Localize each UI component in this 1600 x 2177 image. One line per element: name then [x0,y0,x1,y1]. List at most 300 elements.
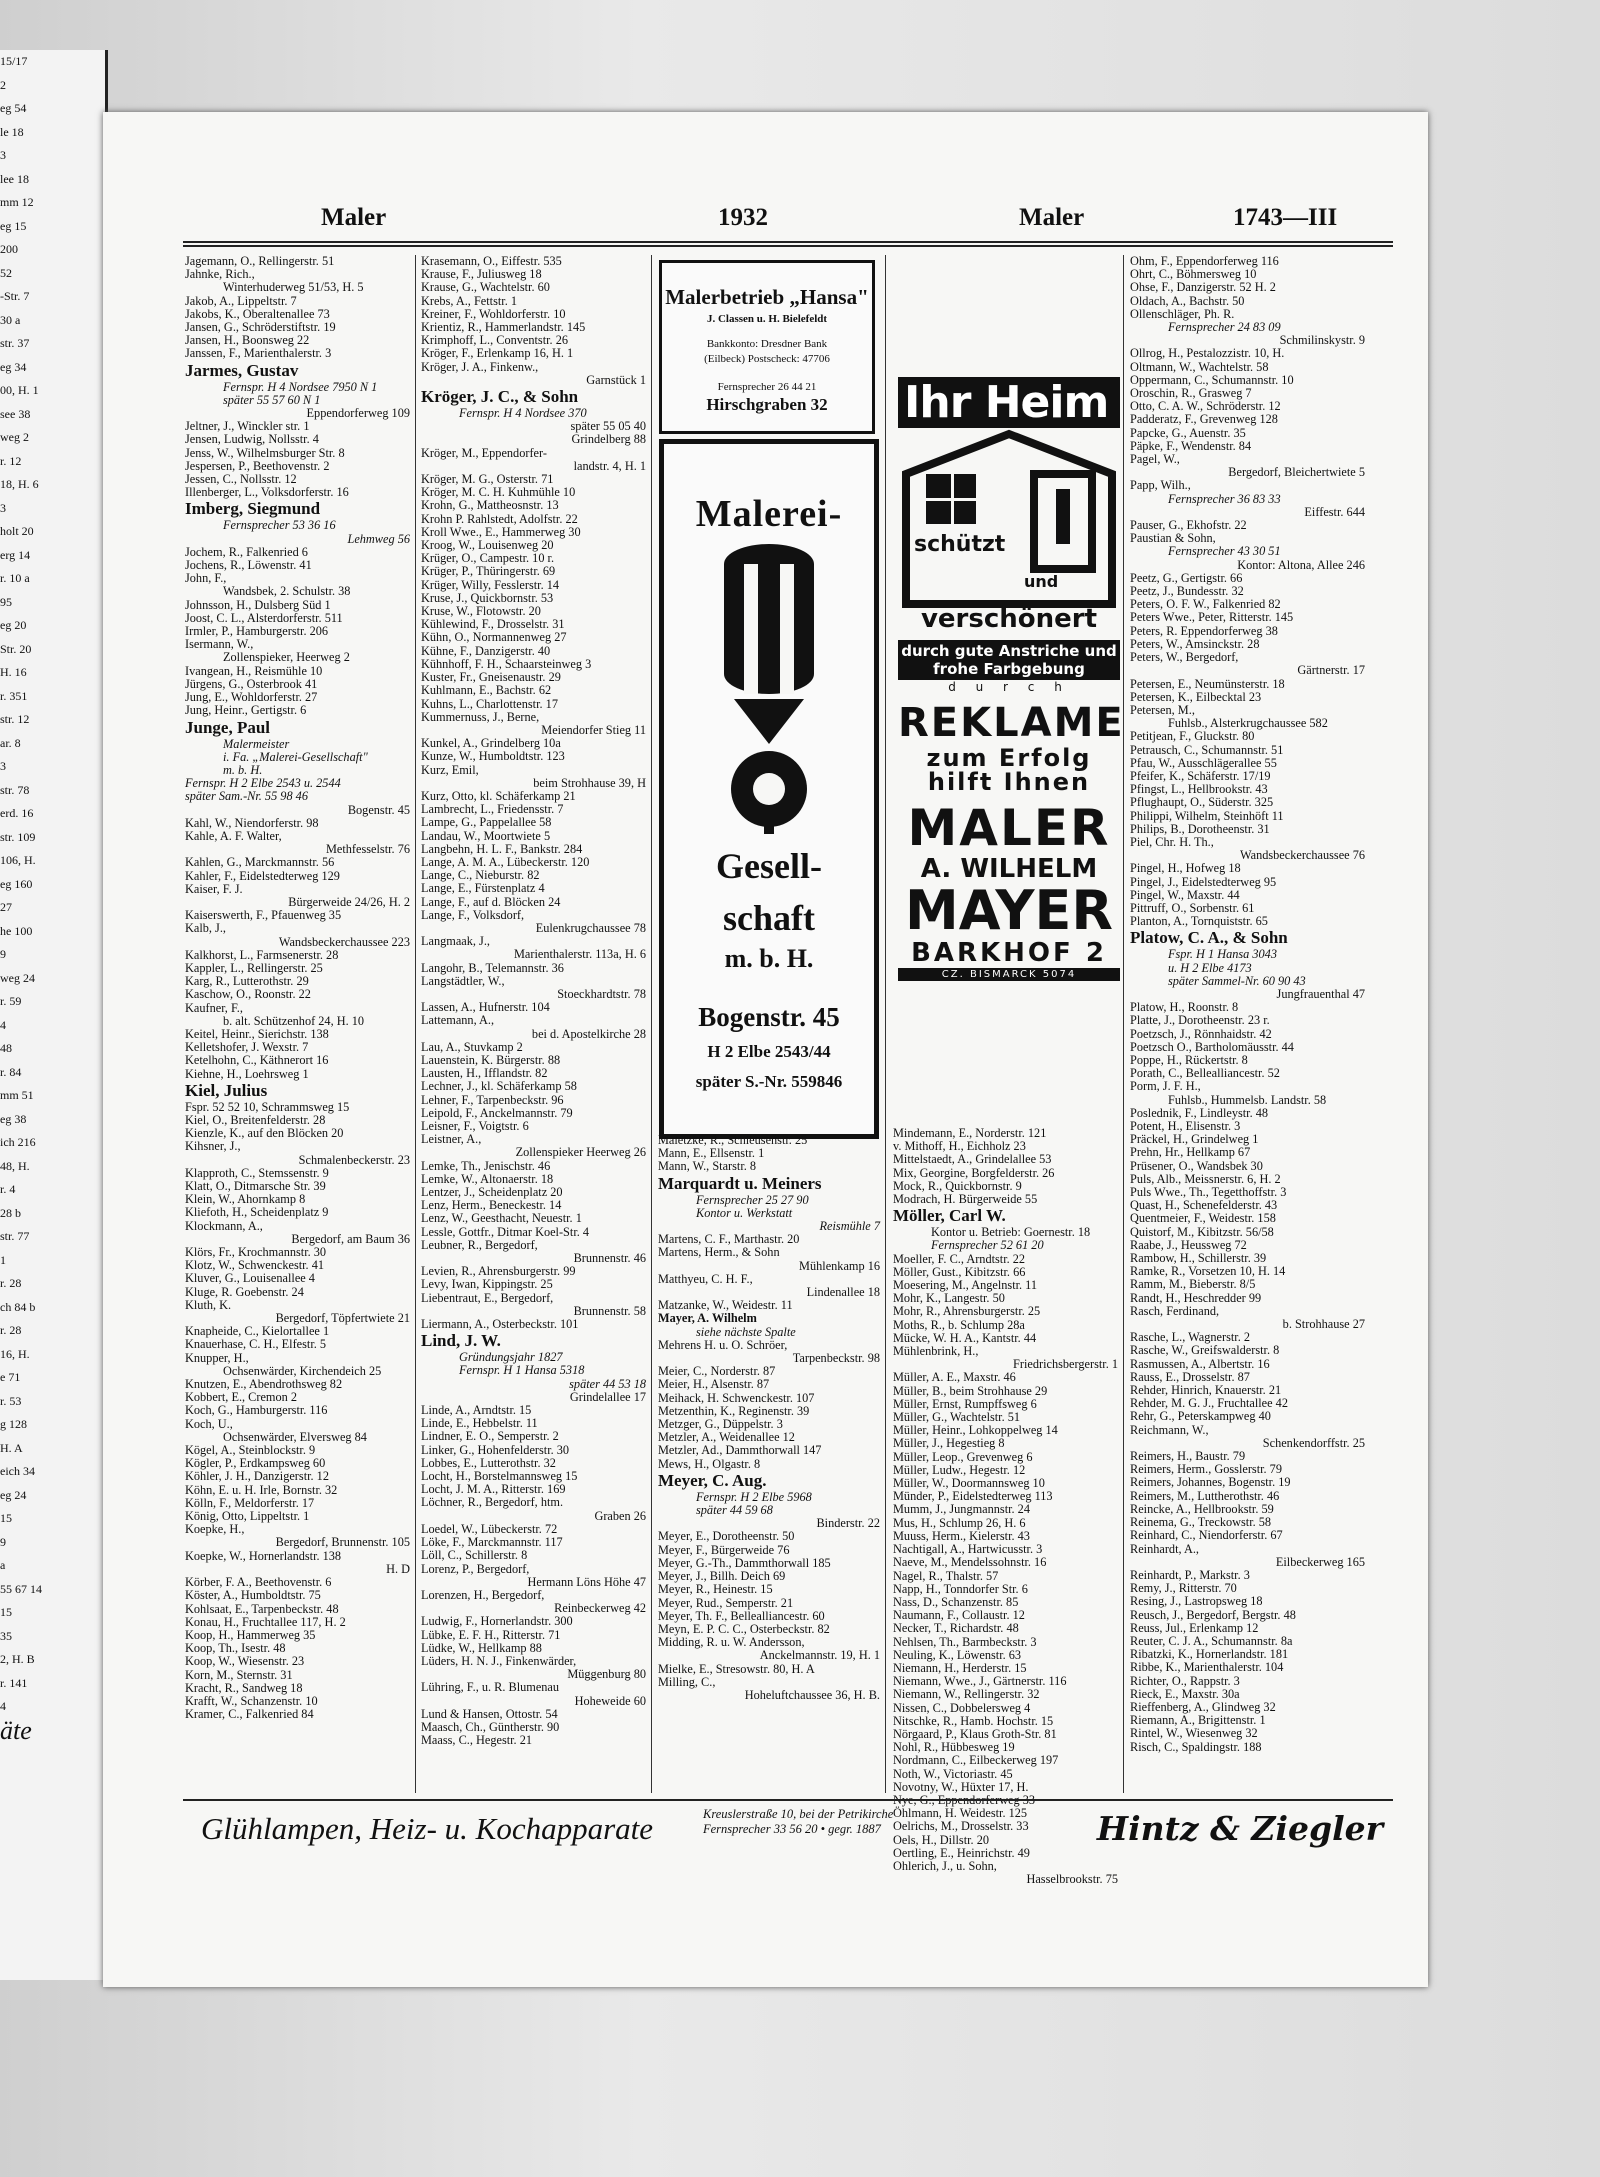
directory-entry: Ollenschläger, Ph. R. [1130,306,1235,321]
margin-fragment: str. 77 [0,1229,30,1243]
directory-entry: Müller, Leop., Grevenweg 6 [893,1449,1033,1464]
directory-entry: Liebentraut, E., Bergedorf, [421,1290,554,1305]
directory-entry: Ramm, M., Bieberstr. 8/5 [1130,1277,1256,1292]
directory-entry: Kögler, P., Erdkampsweg 60 [185,1456,326,1471]
directory-entry: Reinema, G., Treckowstr. 58 [1130,1515,1272,1530]
column-divider [651,255,652,1793]
column-2 [421,255,646,1795]
directory-entry: Lüders, H. N. J., Finkenwärder, [421,1653,577,1668]
directory-entry: Ribbe, K., Marienthalerstr. 104 [1130,1660,1284,1675]
directory-entry: Moeller, F. C., Arndtstr. 22 [893,1251,1026,1266]
directory-entry: Ohse, F., Danzigerstr. 52 H. 2 [1130,280,1276,295]
directory-entry: Lange, F., Volksdorf, [421,907,525,922]
directory-entry: Ramke, R., Vorsetzen 10, H. 14 [1130,1264,1286,1279]
directory-entry: Fernspr. H 4 Nordsee 7950 N 1 [223,379,378,394]
directory-entry: Nordmann, C., Eilbeckerweg 197 [893,1753,1059,1768]
malerei-title: Malerei- [695,493,843,535]
directory-entry: Friedrichsbergerstr. 1 [1013,1357,1118,1372]
directory-entry: Knupper, H., [185,1350,249,1365]
directory-entry: Peetz, G., Gertigstr. 66 [1130,570,1243,585]
directory-entry: Klein, W., Ahornkamp 8 [185,1192,306,1207]
directory-entry: Kalb, J., [185,921,226,936]
directory-entry: Porm, J. F. H., [1130,1079,1201,1094]
directory-entry: Richter, O., Rappstr. 3 [1130,1673,1240,1688]
directory-entry: Lessle, Gottfr., Ditmar Koel-Str. 4 [421,1224,590,1239]
directory-entry: Platow, H., Roonstr. 8 [1130,1000,1239,1015]
directory-entry: Quentmeier, F., Weidestr. 158 [1130,1211,1276,1226]
directory-entry: Padderatz, F., Grevenweg 128 [1130,412,1278,427]
hansa-owners: J. Classen u. H. Bielefeldt [706,313,828,325]
margin-fragment: eg 38 [0,1111,27,1126]
directory-entry: Kliefoth, H., Scheidenplatz 9 [185,1205,329,1220]
directory-entry: Langstädtler, W., [421,973,505,988]
directory-entry: b. Strohhause 27 [1282,1317,1365,1332]
margin-fragment: erd. 16 [0,806,34,820]
directory-entry: Jessen, C., Nollsstr. 12 [185,472,297,487]
margin-fragment: 3 [0,500,6,515]
directory-entry: Levien, R., Ahrensburgerstr. 99 [421,1264,576,1279]
hansa-bank-line: (Eilbeck) Postscheck: 47706 [704,353,830,365]
directory-entry: Lauenstein, K. Bürgerstr. 88 [421,1052,561,1067]
margin-fragment: 106, H. [0,853,36,867]
directory-entry: Kiel, O., Breitenfelderstr. 28 [185,1112,326,1127]
directory-entry: Knauerhase, C. H., Elfestr. 5 [185,1337,327,1352]
page-number: 1743—III [1233,204,1338,231]
directory-entry: Meyer, F., Bürgerweide 76 [658,1542,790,1557]
footer-advertisement [183,1799,1393,1851]
malerei-schaft: schaft [723,898,815,938]
directory-entry: Müggenburg 80 [567,1667,646,1682]
directory-entry: Janssen, F., Marienthalerstr. 3 [185,346,332,361]
directory-entry: Raabe, J., Heussweg 72 [1130,1237,1247,1252]
directory-entry: Peters, O. F. W., Falkenried 82 [1130,597,1281,612]
directory-entry: Kröger, M., Eppendorfer- [421,445,547,460]
directory-entry: Mehrens H. u. O. Schröer, [658,1337,788,1352]
directory-entry: Piel, Chr. H. Th., [1130,834,1214,849]
directory-entry: Naumann, F., Collaustr. 12 [893,1608,1025,1623]
directory-entry: Jakobs, K., Oberaltenallee 73 [185,306,330,321]
directory-entry: Lund & Hansen, Ottostr. 54 [421,1706,558,1721]
directory-entry: Randt, H., Heschredder 99 [1130,1290,1262,1305]
directory-entry: John, F., [185,571,227,586]
directory-entry: Mindemann, E., Norderstr. 121 [893,1126,1047,1140]
directory-entry: Reinhardt, A., [1130,1541,1199,1556]
directory-entry: Lindenallee 18 [806,1285,880,1300]
directory-entry: Koepke, W., Hornerlandstr. 138 [185,1548,342,1563]
directory-entry: Rintel, W., Wiesenweg 32 [1130,1726,1258,1741]
directory-entry: Lobbes, E., Lutterothstr. 32 [421,1455,556,1470]
column-3 [658,1134,880,1794]
directory-entry: Schmilinskystr. 9 [1279,333,1365,348]
margin-fragment: r. 84 [0,1064,22,1079]
margin-fragment: r. 28 [0,1323,22,1337]
directory-entry: Meihack, H. Schwenckestr. 107 [658,1390,815,1405]
directory-entry: Kahl, W., Niendorferstr. 98 [185,815,319,830]
directory-entry: m. b. H. [223,762,263,777]
malerei-gesell: Gesell- [716,846,822,886]
directory-entry: Modrach, H. Bürgerweide 55 [893,1192,1038,1207]
directory-entry: Kluge, R. Goebenstr. 24 [185,1284,304,1299]
directory-entry: Neuling, K., Löwenstr. 63 [893,1647,1022,1662]
directory-entry: Lüdke, W., Hellkamp 88 [421,1640,542,1655]
directory-entry: Löke, F., Marckmannstr. 117 [421,1535,563,1550]
directory-entry: Langohr, B., Telemannstr. 36 [421,960,564,975]
margin-fragment: r. 28 [0,1276,22,1290]
directory-entry: Ohlerich, J., u. Sohn, [893,1858,997,1873]
directory-entry: Knapheide, C., Kielortallee 1 [185,1324,330,1339]
directory-entry: Rieffenberg, A., Glindweg 32 [1130,1699,1276,1714]
directory-entry: Karg, R., Lutterothstr. 29 [185,974,309,989]
directory-entry: Meyer, R., Heinestr. 15 [658,1582,773,1597]
directory-entry: landstr. 4, H. 1 [573,458,646,473]
margin-fragment: eg 54 [0,101,27,115]
directory-entry: Niemann, H., Herderstr. 15 [893,1660,1027,1675]
margin-fragment: str. 12 [0,712,30,726]
column-4 [893,1126,1118,1887]
margin-fragment: eg 160 [0,876,33,891]
directory-entry: Milling, C., [658,1674,716,1689]
directory-entry: Meier, C., Norderstr. 87 [658,1364,776,1379]
directory-entry: Lehmweg 56 [347,531,410,546]
directory-entry: Leistner, A., [421,1132,482,1147]
margin-fragment: r. 4 [0,1182,16,1196]
margin-fragment: mm 12 [0,195,34,209]
directory-entry: Fuhlsb., Alsterkrugchaussee 582 [1168,716,1328,731]
directory-entry: Mock, R., Quickbornstr. 9 [893,1178,1022,1193]
directory-entry: Kontor: Altona, Allee 246 [1237,557,1365,572]
directory-entry: Eilbeckerweg 165 [1275,1554,1365,1569]
directory-entry: Nitschke, R., Hamb. Hochstr. 15 [893,1713,1054,1728]
directory-entry: Jürgens, G., Osterbrook 41 [185,676,318,691]
directory-entry: Platte, J., Dorotheenstr. 23 r. [1130,1013,1270,1028]
directory-entry: beim Strohhause 39, H [533,775,646,790]
margin-fragment: 4 [0,1017,6,1032]
directory-entry: Kummernuss, J., Berne, [421,709,540,724]
directory-entry: Landau, W., Moortwiete 5 [421,828,551,843]
directory-entry: Lind, J. W. [421,1331,501,1351]
directory-entry: Kluver, G., Louisenallee 4 [185,1271,315,1286]
margin-fragment: äte [0,1715,32,1745]
directory-entry: Grindelberg 88 [571,432,646,447]
margin-fragment: 9 [0,1534,6,1549]
directory-entry: Lorenz, P., Bergedorf, [421,1561,530,1576]
directory-entry: Köhler, J. H., Danzigerstr. 12 [185,1469,329,1484]
directory-entry: Matthyeu, C. H. F., [658,1271,753,1286]
margin-fragment: 48, H. [0,1158,30,1173]
directory-entry: Kuhns, L., Charlottenstr. 17 [421,696,558,711]
directory-entry: Kögel, A., Steinblockstr. 9 [185,1443,316,1458]
directory-entry: Lange, F., auf d. Blöcken 24 [421,894,561,909]
directory-entry: Kihsner, J., [185,1139,241,1154]
margin-fragment: 48 [0,1041,12,1055]
directory-entry: Pfingst, L., Hellbrookstr. 43 [1130,782,1268,797]
directory-entry: Müller, W., Doormannsweg 10 [893,1476,1045,1491]
directory-entry: Oels, H., Dillstr. 20 [893,1832,989,1847]
directory-entry: Kaiser, F. J. [185,881,243,896]
directory-entry: Noth, W., Victoriastr. 45 [893,1766,1013,1781]
directory-entry: Kienzle, K., auf den Blöcken 20 [185,1126,344,1141]
directory-entry: Johnsson, H., Dulsberg Süd 1 [185,597,331,612]
directory-entry: Pittruff, O., Sorbenstr. 61 [1130,900,1255,915]
directory-entry: Hoheweide 60 [574,1693,646,1708]
directory-entry: Leisner, F., Voigtstr. 6 [421,1119,529,1133]
directory-entry: Brunnenstr. 58 [573,1303,646,1318]
directory-entry: Fernsprecher 36 83 33 [1168,491,1281,506]
margin-fragment: 95 [0,594,12,609]
directory-entry: Kurz, Emil, [421,762,479,777]
directory-entry: Linde, E., Hebbelstr. 11 [421,1416,538,1431]
margin-fragment: r. 53 [0,1393,22,1408]
directory-entry: Präckel, H., Grindelweg 1 [1130,1132,1259,1147]
directory-entry: Mielke, E., Stresowstr. 80, H. A [658,1661,815,1676]
directory-entry: Jensen, Ludwig, Nollsstr. 4 [185,432,319,447]
margin-fragment: ch 84 b [0,1299,36,1314]
directory-entry: Junge, Paul [185,717,271,737]
hansa-bank [662,337,872,367]
directory-entry: Gründungsjahr 1827 [459,1350,563,1365]
directory-entry: Imberg, Siegmund [185,499,321,519]
directory-entry: Koop, Th., Isestr. 48 [185,1641,286,1656]
directory-entry: Wandsbeckerchaussee 76 [1240,848,1365,863]
directory-entry: Maletzke, R., Schleusenstr. 25 [658,1133,808,1147]
directory-entry: Krohn P. Rahlstedt, Adolfstr. 22 [421,511,578,526]
directory-entry: Müller, G., Wachtelstr. 51 [893,1410,1021,1425]
directory-entry: Kühlewind, F., Drosselstr. 31 [421,617,565,632]
directory-entry: Oltmann, W., Wachtelstr. 58 [1130,359,1269,374]
directory-entry: Eulenkrugchaussee 78 [535,920,646,935]
directory-entry: Hoheluftchaussee 36, H. B. [744,1687,880,1702]
footer-phone-line: Fernsprecher 33 56 20 • gegr. 1887 [703,1822,881,1836]
directory-entry: Kunkel, A., Grindelberg 10a [421,736,561,751]
directory-entry: Levy, Iwan, Kippingstr. 25 [421,1277,553,1292]
directory-entry: Müller, Heinr., Lohkoppelweg 14 [893,1423,1058,1438]
durch-gute-anstriche-text: durch gute Anstriche und frohe Farbgebung [898,640,1120,680]
reklame-text: REKLAME [898,700,1125,746]
directory-entry: Poetzsch O., Bartholomäusstr. 44 [1130,1039,1294,1054]
directory-entry: Korn, M., Sternstr. 31 [185,1667,293,1682]
margin-fragment: 55 67 14 [0,1581,42,1596]
directory-entry: Nissen, C., Dobbelersweg 4 [893,1700,1031,1715]
directory-entry: Jagemann, O., Rellingerstr. 51 [185,254,335,268]
directory-entry: Fspr. 52 52 10, Schrammsweg 15 [185,1099,350,1114]
directory-entry: Nachtigall, A., Hartwicusstr. 3 [893,1542,1043,1557]
directory-entry: Fernspr. H 2 Elbe 5968 [696,1489,812,1504]
directory-entry: Kalkhorst, L., Farmsenerstr. 28 [185,947,339,962]
margin-fragment: he 100 [0,923,33,938]
directory-entry: Lemke, W., Altonaerstr. 18 [421,1171,554,1186]
directory-entry: Kaschow, O., Roonstr. 22 [185,987,311,1002]
header-year: 1932 [718,204,768,231]
directory-entry: Pingel, J., Eidelstedterweg 95 [1130,874,1277,889]
directory-entry: Isermann, W., [185,637,254,652]
directory-entry: Kahler, F., Eidelstedterweg 129 [185,868,340,883]
directory-entry: Fernsprecher 24 83 09 [1168,320,1281,335]
directory-entry: Nohl, R., Hübbesweg 19 [893,1740,1015,1755]
column-divider [415,255,416,1793]
directory-entry: Mohr, R., Ahrensburgerstr. 25 [893,1304,1041,1319]
directory-entry: Mann, E., Ellsenstr. 1 [658,1146,765,1161]
directory-entry: Krause, G., Wachtelstr. 60 [421,280,550,295]
zum-erfolg-text: zum Erfolg [926,744,1092,772]
margin-fragment: see 38 [0,406,31,421]
directory-entry: Kiehne, H., Loehrsweg 1 [185,1066,309,1081]
barkhof-text: BARKHOF 2 [911,938,1107,968]
directory-entry: Krüger, P., Thüringerstr. 69 [421,564,556,579]
directory-entry: Methfesselstr. 76 [325,842,410,857]
margin-fragment: erg 14 [0,547,31,562]
directory-entry: Peters, R. Eppendorferweg 38 [1130,623,1278,638]
directory-entry: Reinhard, C., Niendorferstr. 67 [1130,1528,1283,1543]
directory-entry: Niemann, W., Rellingerstr. 32 [893,1687,1040,1702]
directory-entry: Bürgerweide 24/26, H. 2 [288,894,410,909]
directory-entry: Novotny, W., Hüxter 17, H. [893,1779,1029,1794]
malerei-phone: H 2 Elbe 2543/44 [707,1042,831,1061]
directory-entry: Gärtnerstr. 17 [1297,663,1365,678]
directory-entry: Zollenspieker Heerweg 26 [515,1145,646,1160]
directory-entry: Meier, H., Alsenstr. 87 [658,1377,770,1392]
directory-entry: Poslednik, F., Lindleystr. 48 [1130,1105,1269,1120]
directory-entry: Eiffestr. 644 [1304,504,1365,519]
directory-entry: Fernspr. H 1 Hansa 5318 [459,1363,585,1378]
directory-entry: Petrausch, C., Schumannstr. 51 [1130,742,1284,757]
directory-entry: Reimers, Herm., Gosslerstr. 79 [1130,1462,1282,1477]
hansa-advertisement [659,260,875,434]
directory-entry: Hermann Löns Höhe 47 [527,1574,646,1589]
directory-entry: Keitel, Heinr., Sierichstr. 138 [185,1026,329,1041]
directory-entry: Lühring, F., u. R. Blumenau [421,1680,560,1695]
directory-entry: Krimphoff, L., Conventstr. 26 [421,333,568,348]
directory-entry: Liermann, A., Osterbeckstr. 101 [421,1317,579,1332]
margin-fragment: -Str. 7 [0,289,30,303]
directory-entry: Lambrecht, L., Friedensstr. 7 [421,802,564,817]
directory-entry: Moesering, M., Angelnstr. 11 [893,1278,1038,1293]
directory-entry: Oldach, A., Bachstr. 50 [1130,293,1245,308]
directory-entry: Zollenspieker, Heerweg 2 [223,650,350,665]
column-1 [185,255,410,1795]
directory-entry: Päpke, F., Wendenstr. 84 [1130,438,1252,453]
directory-entry: Remy, J., Ritterstr. 70 [1130,1581,1237,1596]
directory-entry: Nagel, R., Thalstr. 57 [893,1568,999,1583]
mayer-text: MAYER [905,879,1113,942]
directory-entry: Rambow, H., Schillerstr. 39 [1130,1251,1267,1266]
directory-entry: Kröger, J. C., & Sohn [421,387,579,407]
directory-entry: Kracht, R., Sandweg 18 [185,1680,303,1695]
directory-entry: Krohn, G., Mattheosnstr. 13 [421,498,559,513]
directory-entry: Schenkendorffstr. 25 [1262,1435,1365,1450]
directory-entry: Riemann, A., Brigittenstr. 1 [1130,1713,1266,1728]
directory-entry: Locht, J. M. A., Ritterstr. 169 [421,1482,566,1497]
directory-entry: Rehr, G., Peterskampweg 40 [1130,1409,1271,1424]
directory-entry: Bergedorf, Töpfertwiete 21 [275,1311,410,1326]
directory-entry: Pflughaupt, O., Süderstr. 325 [1130,795,1274,810]
directory-entry: Nye, G., Eppendorferweg 33 [893,1792,1036,1807]
directory-entry: Binderstr. 22 [816,1516,880,1531]
directory-entry: Philippi, Wilhelm, Steinhöft 11 [1130,808,1284,823]
directory-entry: Lentzer, J., Scheidenplatz 20 [421,1185,563,1200]
margin-fragment: mm 51 [0,1088,34,1102]
directory-entry: Linker, G., Hohenfelderstr. 30 [421,1442,570,1457]
directory-entry: Kelletshofer, J. Wexstr. 7 [185,1040,309,1055]
directory-entry: Jakob, A., Lippeltstr. 7 [185,293,297,308]
directory-entry: Mittelstaedt, A., Grindelallee 53 [893,1152,1052,1167]
directory-entry: Brunnenstr. 46 [573,1251,646,1266]
directory-entry: Fernsprecher 53 36 16 [223,518,336,533]
directory-entry: Ludwig, F., Hornerlandstr. 300 [421,1614,573,1629]
margin-fragment: r. 12 [0,453,22,468]
directory-entry: Rasch, Ferdinand, [1130,1303,1220,1318]
ihr-heim-heading: Ihr Heim [898,377,1120,428]
margin-fragment: str. 37 [0,336,30,350]
directory-entry: Loedel, W., Lübeckerstr. 72 [421,1521,558,1536]
directory-entry: u. H 2 Elbe 4173 [1168,960,1252,975]
directory-entry: Krebs, A., Fettstr. 1 [421,293,517,308]
directory-entry: Mann, W., Starstr. 8 [658,1159,757,1174]
directory-entry: Kreiner, F., Wohldorferstr. 10 [421,306,566,321]
directory-entry: Mücke, W. H. A., Kantstr. 44 [893,1330,1037,1345]
directory-entry: Lemke, Th., Jenischstr. 46 [421,1158,551,1173]
directory-entry: Locht, H., Borstelmannsweg 15 [421,1469,578,1484]
directory-entry: Tarpenbeckstr. 98 [792,1351,880,1366]
directory-entry: Koop, W., Wiesenstr. 23 [185,1654,305,1669]
directory-entry: später Sammel-Nr. 60 90 43 [1168,973,1306,988]
directory-entry: Jansen, H., Boonsweg 22 [185,333,310,348]
directory-entry: Kramer, C., Falkenried 84 [185,1707,314,1722]
directory-entry: Jenss, W., Wilhelmsburger Str. 8 [185,445,345,460]
directory-entry: Maass, C., Hegestr. 21 [421,1733,533,1748]
directory-entry: Reuss, Jul., Erlenkamp 12 [1130,1620,1259,1635]
directory-entry: Necker, T., Richardstr. 48 [893,1621,1019,1636]
directory-entry: Krüger, O., Campestr. 10 r. [421,551,555,566]
footer-company: Hintz & Ziegler [1096,1809,1383,1848]
directory-entry: Pfau, W., Ausschlägerallee 55 [1130,755,1277,770]
header-rule [183,241,1393,243]
hansa-title: Malerbetrieb „Hansa" [665,285,869,309]
directory-entry: Kluth, K. [185,1297,232,1312]
directory-entry: Meyn, E. P. C. C., Osterbeckstr. 82 [658,1621,830,1636]
directory-entry: Konau, H., Fruchtallee 117, H. 2 [185,1614,346,1629]
directory-entry: Ochsenwärder, Kirchendeich 25 [223,1363,382,1378]
directory-entry: Resing, J., Lastropsweg 18 [1130,1594,1263,1609]
directory-entry: Lau, A., Stuvkamp 2 [421,1039,523,1054]
directory-entry: Müller, Ludw., Hegestr. 12 [893,1462,1026,1477]
directory-entry: Meyer, J., Billh. Deich 69 [658,1569,786,1584]
directory-entry: Poetzsch, J., Rönnhaidstr. 42 [1130,1026,1272,1041]
margin-fragment: 00, H. 1 [0,383,39,397]
directory-entry: Porath, C., Bellealliancestr. 52 [1130,1066,1280,1081]
directory-entry: Kröger, F., Erlenkamp 16, H. 1 [421,346,574,361]
margin-fragment: r. 59 [0,994,22,1008]
directory-entry: Kahlen, G., Marckmannstr. 56 [185,855,335,870]
directory-entry: Petitjean, F., Gluckstr. 80 [1130,729,1255,744]
directory-entry: Kroog, W., Louisenweg 20 [421,538,554,553]
directory-entry: Körber, F. A., Beethovenstr. 6 [185,1575,332,1590]
directory-entry: Prehn, Hr., Hellkamp 67 [1130,1145,1251,1160]
directory-entry: Niemann, Wwe., J., Gärtnerstr. 116 [893,1674,1067,1689]
margin-fragment: e 71 [0,1370,21,1384]
directory-entry: Peters Wwe., Peter, Ritterstr. 145 [1130,610,1294,625]
directory-entry: i. Fa. „Malerei-Gesellschaft" [223,749,368,764]
directory-entry: Pagel, W., [1130,452,1180,467]
directory-entry: Kruse, W., Flotowstr. 20 [421,604,541,619]
directory-entry: Hasselbrookstr. 75 [1026,1872,1118,1887]
directory-entry: Löchner, R., Bergedorf, htm. [421,1495,564,1510]
directory-entry: Mumm, J., Jungmannstr. 24 [893,1502,1030,1517]
directory-entry: Meyer, C. Aug. [658,1470,767,1490]
directory-entry: Meyer, E., Dorotheenstr. 50 [658,1529,795,1544]
directory-entry: Bogenstr. 45 [347,802,410,817]
margin-fragment: eg 34 [0,359,27,374]
directory-entry: Kappler, L., Rellingerstr. 25 [185,960,323,975]
